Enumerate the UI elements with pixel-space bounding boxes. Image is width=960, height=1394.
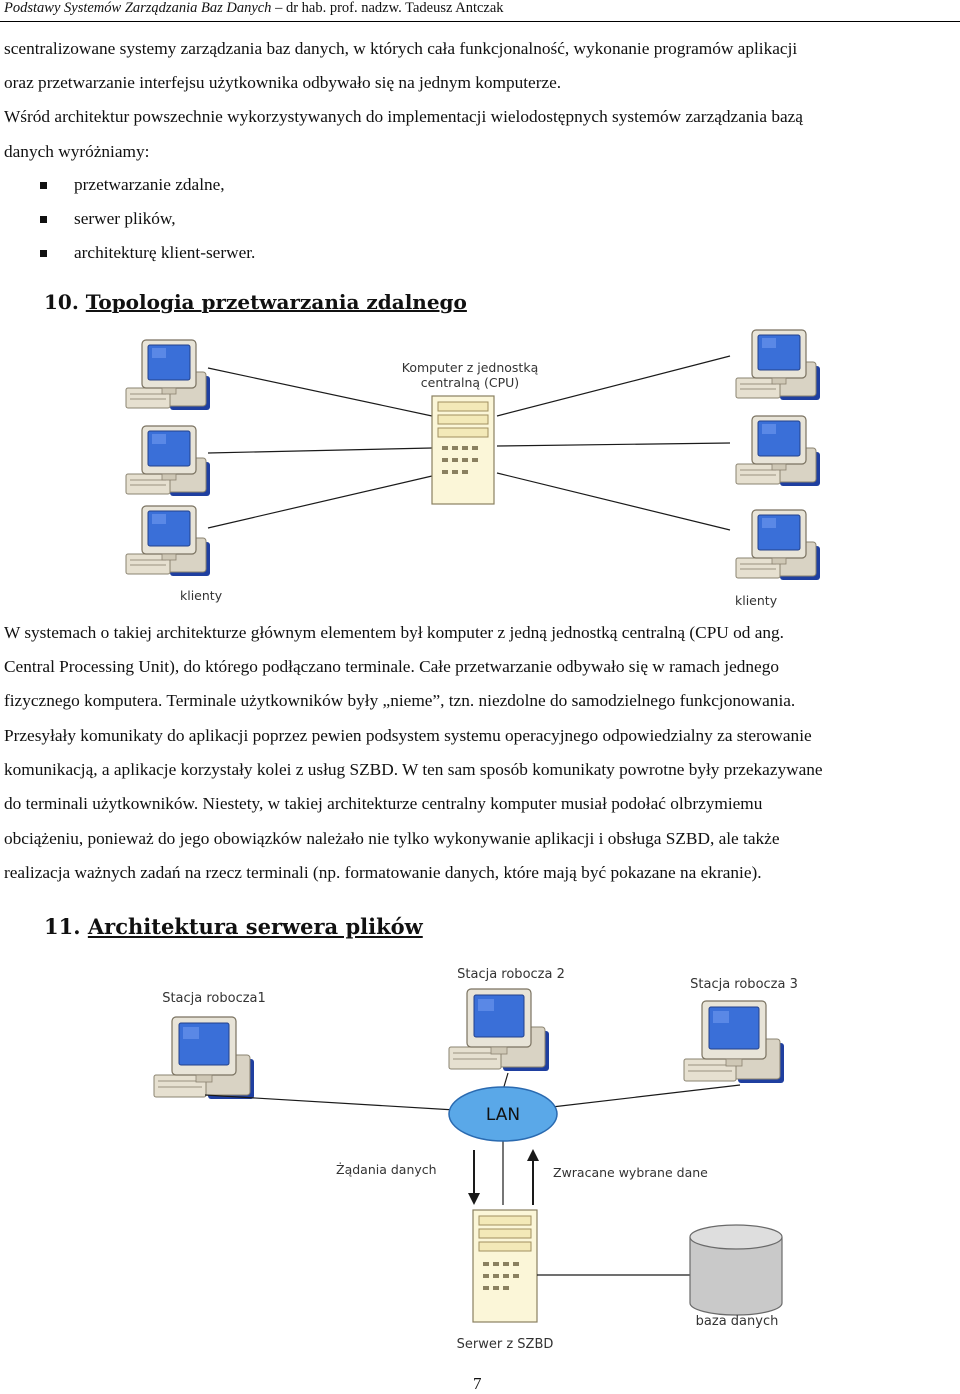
section-10-number: 10.: [44, 290, 79, 314]
station-3-label: Stacja robocza 3: [690, 977, 798, 992]
section-10-line-5: komunikacją, a aplikacje korzystały kolei z usług SZBD. W ten sam sposób komunikaty powrotne były przekazywane: [4, 760, 823, 779]
section-11-number: 11.: [44, 914, 81, 939]
clients-right-label: klienty: [735, 593, 778, 608]
section-10-line-2: Central Processing Unit), do którego podłączano terminale. Całe przetwarzanie odbywało się w ramach jednego: [4, 657, 779, 676]
bullet-item-2: serwer plików,: [74, 209, 176, 228]
client-terminal-icon: [126, 340, 210, 410]
returned-label: Zwracane wybrane dane: [553, 1165, 708, 1180]
client-terminal-icon: [736, 330, 820, 400]
running-header: [4, 0, 504, 17]
section-10-title: Topologia przetwarzania zdalnego: [85, 290, 467, 314]
workstation-2-icon: [449, 989, 549, 1071]
bullet-marker: [40, 216, 47, 223]
response-arrow-icon: [527, 1149, 539, 1205]
server-tower-icon: [473, 1210, 537, 1322]
bullet-marker: [40, 182, 47, 189]
header-author: dr hab. prof. nadzw. Tadeusz Antczak: [285, 0, 504, 16]
cpu-label-line-1: Komputer z jednostką: [401, 360, 539, 375]
header-rule: [0, 21, 960, 22]
bullet-item-1: przetwarzanie zdalne,: [74, 175, 225, 194]
remote-processing-diagram: [0, 318, 960, 616]
section-11-title: Architektura serwera plików: [87, 914, 423, 939]
section-10-line-1: W systemach o takiej architekturze głównym elementem był komputer z jedną jednostką centralną (CPU od ang.: [4, 623, 784, 642]
lan-label: LAN: [485, 1105, 521, 1125]
section-10-line-6: do terminali użytkowników. Niestety, w takiej architekturze centralny komputer musiał podołać olbrzymiemu: [4, 794, 763, 813]
intro-line-2: oraz przetwarzanie interfejsu użytkownika odbywało się na jednym komputerze.: [4, 73, 562, 92]
clients-left-label: klienty: [180, 588, 223, 603]
server-label: Serwer z SZBD: [456, 1337, 554, 1352]
request-arrow-icon: [468, 1150, 480, 1205]
section-11-heading: [44, 914, 423, 939]
requests-label: Żądania danych: [336, 1162, 437, 1177]
header-separator: –: [271, 0, 286, 16]
page-number: 7: [473, 1374, 482, 1393]
workstation-3-icon: [684, 1001, 784, 1083]
section-10-line-3: fizycznego komputera. Terminale użytkowników były „nieme”, tzn. niezdolne do samodzielnego funkcjonowania.: [4, 691, 796, 710]
client-terminal-icon: [126, 506, 210, 576]
section-10-line-8: realizacja ważnych zadań na rzecz terminali (np. formatowanie danych, które mają być pokazane na ekranie).: [4, 863, 762, 882]
station-2-label: Stacja robocza 2: [457, 967, 565, 982]
cpu-label-line-2: centralną (CPU): [420, 375, 520, 390]
intro-line-1: scentralizowane systemy zarządzania baz danych, w których cała funkcjonalność, wykonanie programów aplikacji: [4, 39, 798, 58]
database-label: baza danych: [695, 1314, 779, 1329]
header-title: Podstawy Systemów Zarządzania Baz Danych: [4, 0, 272, 16]
bullet-marker: [40, 250, 47, 257]
station-1-label: Stacja robocza1: [162, 991, 266, 1006]
bullet-item-3: architekturę klient-serwer.: [74, 243, 256, 262]
intro-line-4: danych wyróżniamy:: [4, 142, 150, 161]
client-terminal-icon: [126, 426, 210, 496]
section-10-line-4: Przesyłały komunikaty do aplikacji poprzez pewien podsystem systemu operacyjnego odpowiedzialny za sterowanie: [4, 726, 812, 745]
workstation-1-icon: [154, 1017, 254, 1099]
section-10-heading: [44, 290, 467, 314]
section-10-line-7: obciążeniu, ponieważ do jego obowiązków należało nie tylko wykonywanie aplikacji i obsługa SZBD, ale także: [4, 829, 780, 848]
client-terminal-icon: [736, 510, 820, 580]
database-cylinder-icon: [690, 1225, 782, 1315]
file-server-diagram: [0, 955, 960, 1360]
client-terminal-icon: [736, 416, 820, 486]
central-computer-icon: [432, 396, 494, 504]
intro-line-3: Wśród architektur powszechnie wykorzystywanych do implementacji wielodostępnych systemów zarządzania bazą: [4, 107, 803, 126]
